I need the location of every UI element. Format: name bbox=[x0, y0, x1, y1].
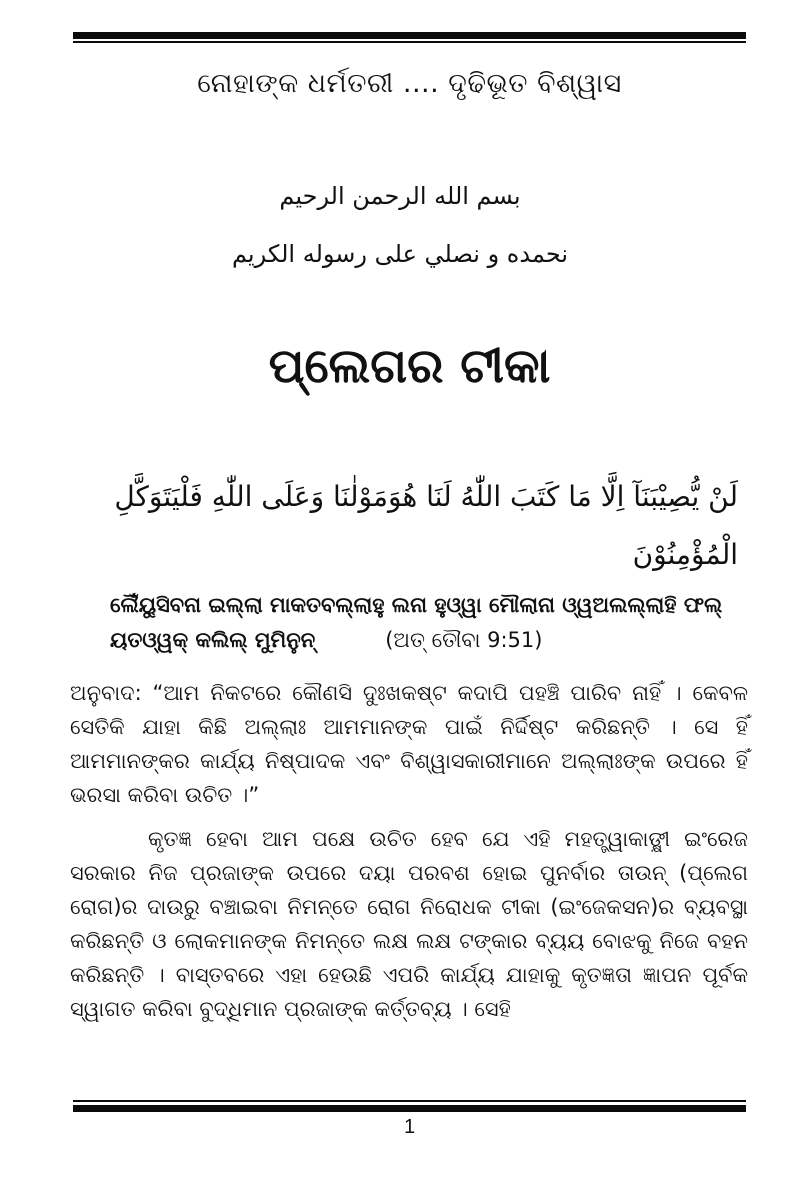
verse-reference: (ଅତ୍ ତୌବା 9:51) bbox=[385, 628, 543, 652]
verse-transliteration bbox=[110, 588, 750, 658]
transliteration-line-2-text: ୟତଓ୍ୱକ୍ କଲିଲ୍ ମୁମିନୁନ୍ bbox=[110, 628, 316, 652]
chapter-title: ପ୍ଲେଗର ଟୀକା bbox=[268, 338, 551, 394]
transliteration-line-2 bbox=[110, 623, 750, 658]
page-number: 1 bbox=[403, 1116, 416, 1138]
header-rule-thick bbox=[73, 32, 746, 39]
body-paragraph: କୃତଜ୍ଞ ହେବା ଆମ ପକ୍ଷେ ଉଚିତ ହେବ ଯେ ଏହି ମହତ୍ତ୍ୱାକାଙ୍କ୍ଷୀ ଇଂରେଜ ସରକାର ନିଜ ପ୍ରଜାଙ୍କ ଉପରେ ଦୟା ପରବଶ ହୋଇ ପୁନର୍ବାର ତାଉନ୍ (ପ୍ଲେଗ ରୋଗ)ର ଦାଉରୁ ବଞ୍ଚାଇବା ନିମନ୍ତେ ରୋଗ ନିରୋଧକ ଟୀକା (ଇଂଜେକସନ)ର ବ୍ୟବସ୍ଥା କରିଛନ୍ତି ଓ ଲୋକମାନଙ୍କ ନିମନ୍ତେ ଲକ୍ଷ ଲକ୍ଷ ଟଙ୍କାର ବ୍ୟୟ ବୋଝକୁ ନିଜେ ବହନ କରିଛନ୍ତି । ବାସ୍ତବରେ ଏହା ହେଉଛି ଏପରି କାର୍ଯ୍ୟ ଯାହାକୁ କୃତଜ୍ଞତା ଜ୍ଞାପନ ପୂର୍ବକ ସ୍ୱାଗତ କରିବା ବୁଦ୍ଧିମାନ ପ୍ରଜାଙ୍କ କର୍ତ୍ତବ୍ୟ । ସେହି bbox=[70, 827, 748, 1021]
transliteration-line-1: ଲୈଁୟୁସିବନା ଇଲ୍ଲା ମାକତବଲ୍ଲାହୁ ଲନା ହୁଓ୍ୱା ମୌଲାନା ଓ୍ୱଅଲଲ୍ଲାହି ଫଲ୍ bbox=[110, 593, 723, 617]
running-header-title: ନୋହାଙ୍କ ଧର୍ମତରୀ .... ଦୃଢିଭୂତ ବିଶ୍ୱାସ bbox=[197, 68, 622, 99]
header-rule-thin bbox=[73, 41, 746, 43]
bismillah-calligraphy: بسم الله الرحمن الرحيم bbox=[279, 182, 521, 210]
durood-calligraphy: نحمده و نصلي على رسوله الكريم bbox=[231, 240, 569, 268]
footer-rule-thick bbox=[73, 1105, 746, 1112]
translation-paragraph: ଅନୁବାଦ: “ଆମ ନିକଟରେ କୌଣସି ଦୁଃଖକଷ୍ଟ କଦାପି ପହଞ୍ଚି ପାରିବ ନାହିଁ । କେବଳ ସେତିକି ଯାହା କିଛି ଅଲ୍ଲାଃ ଆମମାନଙ୍କ ପାଇଁ ନିର୍ଦ୍ଦିଷ୍ଟ କରିଛନ୍ତି । ସେ ହିଁ ଆମମାନଙ୍କର କାର୍ଯ୍ୟ ନିଷ୍ପାଦକ ଏବଂ ବିଶ୍ୱାସକାରୀମାନେ ଅଲ୍ଲାଃଙ୍କ ଉପରେ ହିଁ ଭରସା କରିବା ଉଚିତ ।” bbox=[70, 681, 748, 807]
quran-verse-arabic: لَنْ يُّصِيْبَنَآ اِلَّا مَا كَتَبَ اللّٰهُ لَنَا هُوَمَوْلٰنَا وَعَلَى اللّٰهِ فَلْيَتَوَكَّلِ الْمُؤْمِنُوْنَ bbox=[114, 480, 738, 571]
footer-rule-thin bbox=[73, 1100, 746, 1102]
